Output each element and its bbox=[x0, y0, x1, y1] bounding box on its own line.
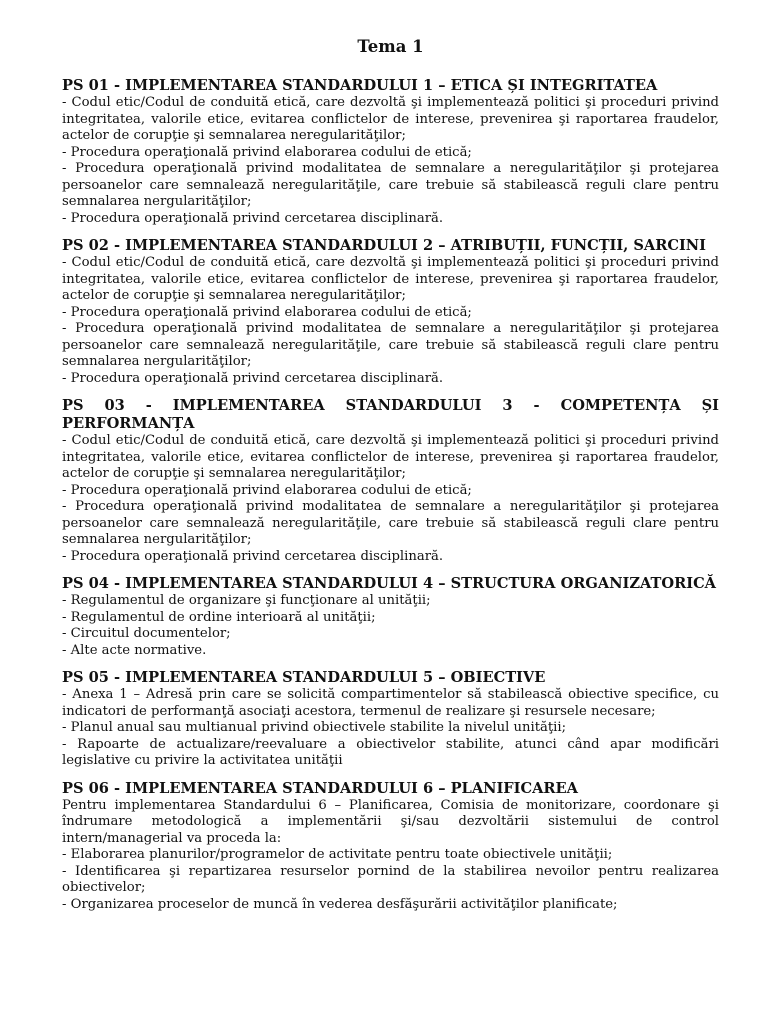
section-heading: PS 04 - IMPLEMENTAREA STANDARDULUI 4 – STRUCTURA ORGANIZATORICĂ bbox=[62, 575, 717, 592]
section-heading: PS 06 - IMPLEMENTAREA STANDARDULUI 6 – PLANIFICAREA bbox=[62, 779, 579, 797]
section-list-item: - Procedura operaţională privind modalitatea de semnalare a neregularităţilor şi protejarea persoanelor care semnalează neregularităţile, care trebuie să stabilească reguli clare pentru semnalarea nergularităţilor; bbox=[62, 161, 719, 209]
section-list-item: - Procedura operaţională privind elaborarea codului de etică; bbox=[62, 144, 472, 160]
section-list-item: - Anexa 1 – Adresă prin care se solicită compartimentelor să stabilească obiective specifice, cu indicatori de performanţă asociaţi acestora, termenul de realizare şi resursele necesare; bbox=[62, 687, 719, 719]
sections-container bbox=[62, 77, 719, 913]
section-list-item: - Codul etic/Codul de conduită etică, care dezvoltă şi implementează politici şi proceduri privind integritatea, valorile etice, evitarea conflictelor de interese, prevenirea şi raportarea fraudelor, actelor de corupţie şi semnalarea neregularităţilor; bbox=[62, 95, 719, 143]
section-list-item: - Codul etic/Codul de conduită etică, care dezvoltă şi implementează politici şi proceduri privind integritatea, valorile etice, evitarea conflictelor de interese, prevenirea şi raportarea fraudelor, actelor de corupţie şi semnalarea neregularităţilor; bbox=[62, 255, 719, 303]
document-page bbox=[62, 36, 719, 923]
section-list-item: - Regulamentul de organizare şi funcţionare al unităţii; bbox=[62, 593, 431, 608]
section-list-item: - Procedura operaţională privind cercetarea disciplinară. bbox=[62, 210, 444, 226]
section-list-item: - Procedura operaţională privind cercetarea disciplinară. bbox=[62, 548, 444, 564]
section-heading: PS 02 - IMPLEMENTAREA STANDARDULUI 2 – ATRIBUȚII, FUNCȚII, SARCINI bbox=[62, 237, 706, 254]
section-list-item: - Circuitul documentelor; bbox=[62, 626, 231, 641]
section-list-item: - Regulamentul de ordine interioară al unităţii; bbox=[62, 609, 376, 625]
section-ps-04 bbox=[62, 575, 719, 659]
section-list-item: - Codul etic/Codul de conduită etică, care dezvoltă şi implementează politici şi proceduri privind integritatea, valorile etice, evitarea conflictelor de interese, prevenirea şi raportarea fraudelor, actelor de corupţie şi semnalarea neregularităţilor; bbox=[62, 433, 719, 481]
section-ps-02 bbox=[62, 237, 719, 387]
section-list-item: - Alte acte normative. bbox=[62, 642, 207, 658]
section-list-item: - Organizarea proceselor de muncă în vederea desfăşurării activităţilor planificate; bbox=[62, 896, 618, 912]
section-ps-03 bbox=[62, 397, 719, 565]
section-heading: PS 01 - IMPLEMENTAREA STANDARDULUI 1 – ETICA ȘI INTEGRITATEA bbox=[62, 77, 658, 94]
section-list-item: - Procedura operaţională privind cercetarea disciplinară. bbox=[62, 370, 444, 386]
section-list-item: - Rapoarte de actualizare/reevaluare a obiectivelor stabilite, atunci când apar modificări legislative cu privire la activitatea unităţii bbox=[62, 736, 719, 768]
section-ps-06 bbox=[62, 780, 719, 914]
section-heading: PS 03 - IMPLEMENTAREA STANDARDULUI 3 - COMPETENȚA ȘI PERFORMANȚA bbox=[62, 397, 719, 432]
section-ps-01 bbox=[62, 77, 719, 227]
section-list-item: - Procedura operaţională privind elaborarea codului de etică; bbox=[62, 482, 472, 498]
section-list-item: - Procedura operaţională privind modalitatea de semnalare a neregularităţilor şi protejarea persoanelor care semnalează neregularităţile, care trebuie să stabilească reguli clare pentru semnalarea nergularităţilor; bbox=[62, 499, 719, 547]
section-list-item: Pentru implementarea Standardului 6 – Planificarea, Comisia de monitorizare, coordonare şi îndrumare metodologică a implementării şi/sau dezvoltării sistemului de control intern/managerial va proceda la: bbox=[62, 797, 719, 846]
section-heading: PS 05 - IMPLEMENTAREA STANDARDULUI 5 – OBIECTIVE bbox=[62, 669, 546, 686]
section-list-item: - Identificarea şi repartizarea resurselor pornind de la stabilirea nevoilor pentru realizarea obiectivelor; bbox=[62, 863, 719, 895]
section-list-item: - Elaborarea planurilor/programelor de activitate pentru toate obiectivele unităţii; bbox=[62, 847, 613, 862]
section-list-item: - Procedura operaţională privind elaborarea codului de etică; bbox=[62, 304, 472, 320]
page-title: Tema 1 bbox=[357, 37, 424, 56]
section-list-item: - Planul anual sau multianual privind obiectivele stabilite la nivelul unităţii; bbox=[62, 720, 567, 735]
section-ps-05 bbox=[62, 669, 719, 770]
section-list-item: - Procedura operaţională privind modalitatea de semnalare a neregularităţilor şi protejarea persoanelor care semnalează neregularităţile, care trebuie să stabilească reguli clare pentru semnalarea nergularităţilor; bbox=[62, 321, 719, 369]
